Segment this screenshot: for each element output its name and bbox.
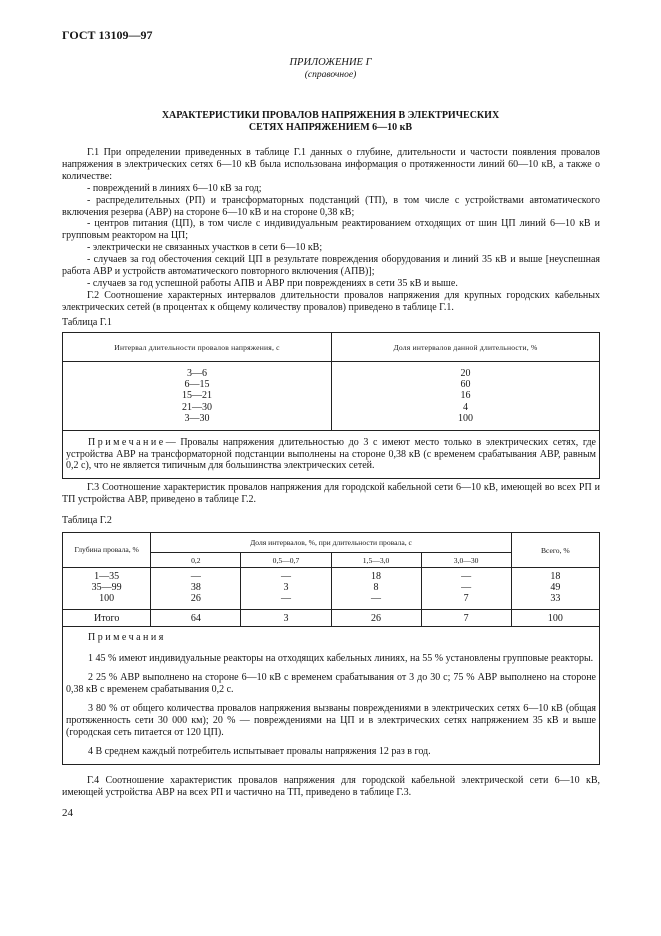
table-cell: 3 bbox=[241, 610, 331, 627]
list-item: - распределительных (РП) и трансформаторных подстанций (ТП), в том числе с устройствами автоматического включения резерва (АВР) на стороне 6—10 кВ и на стороне 0,38 кВ; bbox=[62, 194, 600, 218]
paragraph-g2: Г.2 Соотношение характерных интервалов длительности провалов напряжения для крупных городских кабельных электрических сетей (в процентах к общему количеству провалов) приведено в таблице Г.1. bbox=[62, 289, 600, 313]
table-cell: 18 bbox=[550, 571, 561, 582]
table-cell: 38 bbox=[190, 582, 201, 594]
standard-header: ГОСТ 13109—97 bbox=[62, 28, 153, 42]
table-cell: — bbox=[190, 571, 201, 582]
note-item: 1 45 % имеют индивидуальные реакторы на отходящих кабельных линиях, на 55 % установлены групповые реакторы. bbox=[88, 652, 594, 664]
table-cell: 26 bbox=[331, 610, 421, 627]
table-cell: — bbox=[280, 571, 291, 582]
table1-share-column bbox=[332, 362, 600, 431]
table-cell: 33 bbox=[550, 593, 561, 605]
notes-label: Примечания bbox=[88, 632, 166, 643]
table-cell: 8 bbox=[373, 582, 379, 594]
table-cell: 21—30 bbox=[182, 401, 212, 413]
table-cell: 16 bbox=[460, 390, 471, 402]
table-cell: — bbox=[461, 582, 472, 594]
table2-col3 bbox=[331, 568, 421, 610]
table-cell: 20 bbox=[460, 368, 471, 379]
appendix-title: ПРИЛОЖЕНИЕ Г bbox=[289, 57, 372, 68]
table-cell: — bbox=[371, 593, 382, 605]
table1-header-share: Доля интервалов данной длительности, % bbox=[332, 333, 600, 362]
table2-col4 bbox=[421, 568, 511, 610]
table2-notes bbox=[63, 627, 600, 765]
table2-header-depth: Глубина провала, % bbox=[63, 533, 151, 568]
table2-header-group: Доля интервалов, %, при длительности провала, с bbox=[151, 533, 511, 553]
table-cell: 15—21 bbox=[182, 390, 212, 402]
paragraph-g3: Г.3 Соотношение характеристик провалов напряжения для городской кабельной сети 6—10 кВ, имеющей во всех РП и ТП устройства АВР, приведено в таблице Г.2. bbox=[62, 482, 600, 505]
table2-subheader: 0,2 bbox=[151, 553, 241, 568]
table1-interval-column bbox=[63, 362, 332, 431]
note-item: 3 80 % от общего количества провалов напряжения вызваны повреждениями в электрических сетях 6—10 кВ (общая протяженность сети 30 000 км); 20 % — повреждениями на ЦП и в электрических сетях напряжением 35 кВ и выше (городская сеть питается от 120 ЦП). bbox=[66, 703, 596, 738]
list-item: - случаев за год успешной работы АПВ и АВР при повреждениях в сети 35 кВ и выше. bbox=[87, 277, 458, 289]
note-label: Примечание bbox=[88, 437, 166, 448]
table-cell: 1—35 bbox=[94, 571, 120, 582]
list-item: - случаев за год обесточения секций ЦП в результате повреждения оборудования и линий 35 кВ и выше [неуспешная работа АВР и устройств автоматического повторного включения (АПВ)]; bbox=[62, 254, 600, 278]
table-cell: 4 bbox=[463, 401, 468, 413]
table-cell: 3 bbox=[283, 582, 289, 594]
table-cell: 3—30 bbox=[184, 412, 210, 424]
table-cell: 7 bbox=[463, 593, 469, 605]
table-cell: 18 bbox=[371, 571, 382, 582]
table2-subheader: 3,0—30 bbox=[421, 553, 511, 568]
table-cell: 3—6 bbox=[187, 368, 207, 379]
appendix-subtitle: (справочное) bbox=[304, 70, 357, 80]
table-g2 bbox=[62, 532, 600, 765]
table2-total-column bbox=[511, 568, 599, 610]
table1-header-interval: Интервал длительности провалов напряжения, с bbox=[63, 333, 332, 362]
heading-line-2: СЕТЯХ НАПРЯЖЕНИЕМ 6—10 кВ bbox=[248, 122, 413, 133]
table-cell: — bbox=[461, 571, 472, 582]
table-g1 bbox=[62, 332, 600, 479]
paragraph-g4: Г.4 Соотношение характеристик провалов напряжения для городской кабельной электрической сети 6—10 кВ, имеющей устройства АВР на всех РП и частично на ТП, приведено в таблице Г.3. bbox=[62, 775, 600, 798]
table-cell: 49 bbox=[550, 582, 561, 594]
list-item: - электрически не связанных участков в сети 6—10 кВ; bbox=[87, 242, 323, 254]
note-item: 4 В среднем каждый потребитель испытывает провалы напряжения 12 раз в год. bbox=[88, 746, 431, 758]
table2-subheader: 0,5—0,7 bbox=[241, 553, 331, 568]
list-item: - центров питания (ЦП), в том числе с индивидуальным реактированием отходящих от шин ЦП линий 6—10 кВ и групповым реактором на ЦП; bbox=[62, 218, 600, 242]
table-cell: 35—99 bbox=[91, 582, 122, 594]
paragraph-g4-block bbox=[62, 775, 600, 799]
intro-section bbox=[62, 147, 600, 314]
page-number: 24 bbox=[62, 807, 73, 819]
table-cell: 6—15 bbox=[184, 379, 210, 391]
table-cell: Итого bbox=[63, 610, 151, 627]
table2-sum-row bbox=[63, 610, 600, 627]
note-text: — Провалы напряжения длительностью до 3 с имеют место только в электрических сетях, где устройства АВР на трансформаторной подстанции выполнены на стороне 0,38 кВ (с временем срабатывания АВР, равным 0,2 с), что не является типичным для большинства электрических сетей. bbox=[66, 437, 596, 471]
table1-note bbox=[63, 431, 600, 479]
paragraph-g1: Г.1 При определении приведенных в таблице Г.1 данных о глубине, длительности и частости появления провалов напряжения в электрических сетях 6—10 кВ была использована информация о протяженности линий 60—10 кВ, а также о количестве: bbox=[62, 147, 600, 182]
list-item: - повреждений в линиях 6—10 кВ за год; bbox=[87, 182, 262, 194]
table2-header-total: Всего, % bbox=[511, 533, 599, 568]
table2-depth-column bbox=[63, 568, 151, 610]
paragraph-g3-block bbox=[62, 482, 600, 506]
table-cell: — bbox=[280, 593, 291, 605]
table2-col1 bbox=[151, 568, 241, 610]
table2-col2 bbox=[241, 568, 331, 610]
table-cell: 64 bbox=[151, 610, 241, 627]
table2-subheader: 1,5—3,0 bbox=[331, 553, 421, 568]
table1-caption: Таблица Г.1 bbox=[62, 317, 112, 328]
table-cell: 100 bbox=[99, 593, 115, 605]
heading-line-1: ХАРАКТЕРИСТИКИ ПРОВАЛОВ НАПРЯЖЕНИЯ В ЭЛЕКТРИЧЕСКИХ bbox=[161, 110, 500, 121]
table2-caption: Таблица Г.2 bbox=[62, 515, 112, 526]
table-cell: 100 bbox=[511, 610, 599, 627]
section-heading bbox=[62, 110, 599, 134]
table-cell: 7 bbox=[421, 610, 511, 627]
table-cell: 26 bbox=[190, 593, 201, 605]
table-cell: 100 bbox=[458, 412, 473, 424]
table-cell: 60 bbox=[460, 379, 471, 391]
note-item: 2 25 % АВР выполнено на стороне 6—10 кВ с временем срабатывания от 3 до 30 с; 75 % АВР выполнено на стороне 0,38 кВ с временем срабатывания 0,2 с. bbox=[66, 672, 596, 695]
